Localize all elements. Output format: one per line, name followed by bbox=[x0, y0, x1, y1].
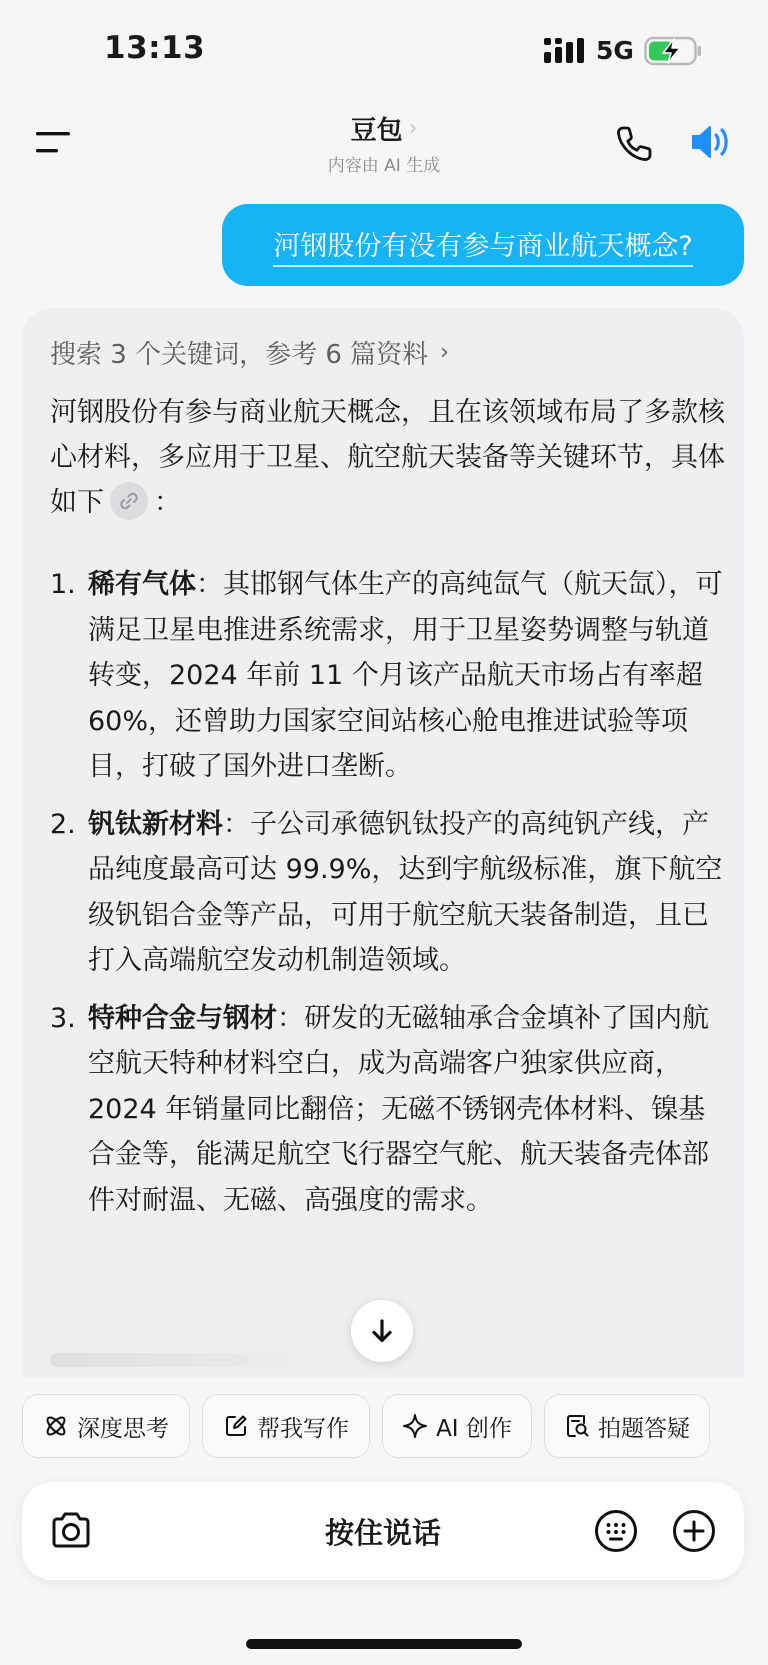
assistant-answer-card bbox=[22, 308, 744, 1378]
chat-title-block[interactable] bbox=[234, 110, 534, 176]
list-item-title: 稀有气体 bbox=[88, 569, 196, 600]
scroll-to-bottom-button[interactable] bbox=[351, 1300, 413, 1362]
answer-list bbox=[50, 562, 730, 1235]
list-item-body bbox=[88, 562, 730, 790]
list-item-number: 1. bbox=[50, 569, 76, 600]
user-message-bubble[interactable] bbox=[222, 204, 744, 286]
list-item bbox=[50, 562, 730, 790]
list-item-text: ：其邯钢气体生产的高纯氙气（航天氙），可满足卫星电推进系统需求，用于卫星姿势调整与轨道转变，2024 年前 11 个月该产品航天市场占有率超 60%，还曾助力国家空间站核心舱电推进试验等项目，打破了国外进口垄断。 bbox=[88, 569, 723, 782]
list-item-body bbox=[88, 996, 730, 1224]
battery-charging-icon bbox=[644, 36, 702, 66]
atom-icon bbox=[43, 1413, 69, 1439]
reference-link-icon[interactable] bbox=[110, 482, 148, 520]
bot-name-text: 豆包 bbox=[350, 116, 403, 146]
sparkle-icon bbox=[402, 1413, 428, 1439]
chip-label: 拍题答疑 bbox=[598, 1415, 690, 1442]
quick-action-bar bbox=[22, 1394, 768, 1458]
search-summary-text: 搜索 3 个关键词，参考 6 篇资料 bbox=[50, 340, 429, 370]
photo-question-icon bbox=[564, 1413, 590, 1439]
deep-thinking-button[interactable] bbox=[22, 1394, 190, 1458]
user-message-text: 河钢股份有没有参与商业航天概念? bbox=[273, 224, 692, 267]
list-item-title: 特种合金与钢材 bbox=[88, 1002, 277, 1034]
chip-label: 帮我写作 bbox=[257, 1415, 349, 1442]
ai-generated-note: 内容由 AI 生成 bbox=[327, 156, 441, 176]
status-bar bbox=[0, 0, 768, 100]
keypad-icon[interactable] bbox=[594, 1509, 638, 1553]
answer-intro-suffix: ： bbox=[154, 487, 181, 518]
ai-create-button[interactable] bbox=[382, 1394, 532, 1458]
network-type: 5G bbox=[596, 36, 634, 65]
edit-icon bbox=[223, 1413, 249, 1439]
list-item bbox=[50, 802, 730, 984]
list-item-text: ：研发的无磁轴承合金填补了国内航空航天特种材料空白，成为高端客户独家供应商，2024 年销量同比翻倍；无磁不锈钢壳体材料、镍基合金等，能满足航空飞行器空气舵、航天装备壳体部件对耐温、无磁、高强度的需求。 bbox=[88, 1002, 709, 1216]
photo-question-button[interactable] bbox=[544, 1394, 710, 1458]
list-item-title: 钒钛新材料 bbox=[88, 808, 223, 840]
list-item-number: 3. bbox=[50, 1002, 76, 1034]
phone-icon[interactable] bbox=[614, 124, 654, 164]
speaker-icon[interactable] bbox=[690, 122, 734, 162]
answer-intro bbox=[50, 390, 730, 526]
hold-to-talk-button[interactable]: 按住说话 bbox=[324, 1515, 441, 1550]
arrow-down-icon bbox=[368, 1317, 396, 1345]
list-item-number: 2. bbox=[50, 808, 76, 840]
list-item bbox=[50, 996, 730, 1224]
camera-icon[interactable] bbox=[48, 1509, 94, 1553]
chevron-right-icon: › bbox=[440, 340, 449, 365]
chevron-right-icon: › bbox=[408, 116, 418, 141]
status-time: 13:13 bbox=[104, 30, 206, 66]
signal-icon bbox=[544, 38, 586, 64]
menu-icon[interactable] bbox=[36, 130, 72, 156]
bot-name[interactable] bbox=[351, 110, 418, 147]
list-item-text: ：子公司承德钒钛投产的高纯钒产线，产品纯度最高可达 99.9%，达到宇航级标准，旗下航空级钒铝合金等产品，可用于航空航天装备制造，且已打入高端航空发动机制造领域。 bbox=[88, 808, 723, 976]
list-item-body bbox=[88, 802, 730, 984]
search-references-summary[interactable] bbox=[50, 334, 449, 371]
help-me-write-button[interactable] bbox=[202, 1394, 370, 1458]
chat-input-bar bbox=[22, 1482, 744, 1580]
home-indicator bbox=[246, 1639, 522, 1649]
chat-header bbox=[0, 100, 768, 190]
plus-icon[interactable] bbox=[672, 1509, 716, 1553]
chip-label: 深度思考 bbox=[77, 1415, 169, 1442]
chip-label: AI 创作 bbox=[436, 1415, 512, 1442]
answer-intro-text: 河钢股份有参与商业航天概念，且在该领域布局了多款核心材料，多应用于卫星、航空航天装备等关键环节，具体如下 bbox=[50, 397, 725, 518]
faded-text-line bbox=[50, 1353, 350, 1367]
